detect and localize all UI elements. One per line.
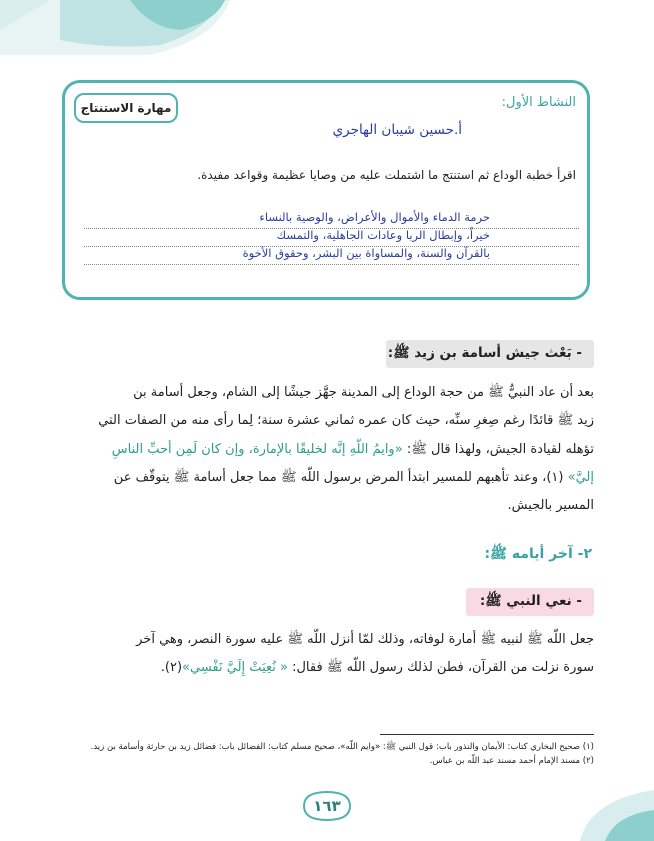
activity-instruction: اقرأ خطبة الوداع ثم استنتج ما اشتملت عليه من وصايا عظيمة وقواعد مفيدة.: [197, 168, 576, 182]
paragraph-line: بعد أن عاد النبيُّ ﷺ من حجة الوداع إلى المدينة جهَّز جيشًا إلى الشام، وجعل أسامة بن: [133, 385, 594, 400]
author-name: أ.حسين شيبان الهاجري: [332, 122, 462, 138]
answer-text: حرمة الدماء والأموال والأعراض، والوصية بالنساء: [259, 210, 490, 224]
paragraph-text: (١)، وعند تأهبهم للمسير ابتدأ المرض برسول اللّه ﷺ مما جعل أسامة ﷺ يتوقّف عن: [113, 470, 564, 485]
section-header-osama-army: - بَعْث جيش أسامة بن زيد ﷺ:: [386, 340, 594, 368]
paragraph-text: سورة نزلت من القرآن، فطن لذلك رسول اللّه ﷺ فقال:: [292, 660, 594, 675]
hadith-quote: إليَّ»: [567, 470, 594, 485]
answer-text: بالقرآن والسنة، والمساواة بين البشر، وحقوق الأخوة: [242, 246, 490, 260]
answer-text: خيراً، وإبطال الربا وعادات الجاهلية، والتمسك: [276, 228, 490, 242]
section-header-prophet-death-news: - نعي النبي ﷺ:: [466, 588, 594, 616]
page-number: ١٦٣: [313, 797, 341, 815]
subsection-header-last-days: ٢- آخر أيامه ﷺ:: [484, 546, 592, 562]
top-ornament: [0, 0, 654, 60]
hadith-quote: «وايمُ اللّهِ إنَّه لخليقًا بالإمارة، وإن كان لَمِن أحبِّ الناسِ: [111, 442, 403, 457]
corner-ornament: [560, 750, 654, 841]
paragraph-line: [60, 658, 594, 678]
activity-label: النشاط الأول:: [501, 95, 576, 110]
skill-badge: مهارة الاستنتاج: [74, 93, 178, 123]
paragraph-line: [60, 468, 594, 488]
hadith-quote: « نُعِيَتْ إِلَيَّ نَفْسِي»: [182, 660, 288, 675]
paragraph-text: تؤهله لقيادة الجيش، ولهذا قال ﷺ:: [406, 442, 594, 457]
paragraph-line: جعل اللّه ﷺ لنبيه ﷺ أمارة لوفاته، وذلك لمّا أنزل اللّه ﷺ عليه سورة النصر، وهي آخر: [136, 632, 594, 647]
footnote: (٢) مسند الإمام أحمد مسند عبد اللّه بن عباس.: [429, 756, 594, 766]
paragraph-line: [60, 440, 594, 460]
footnote: (١) صحيح البخاري كتاب: الأيمان والنذور باب: قول النبي ﷺ: «وايم اللّه»، صحيح مسلم كتاب: الفضائل باب: فضائل زيد بن حارثة وأسامة بن زيد.: [90, 742, 594, 752]
footnote-rule: [380, 734, 594, 735]
answer-line: [84, 264, 579, 265]
paragraph-line: المسير بالجيش.: [507, 498, 594, 513]
paragraph-text: (٢).: [160, 660, 183, 675]
paragraph-line: زيد ﷺ قائدًا رغم صِغرِ سنِّه، حيث كان عمره ثماني عشرة سنة؛ لِما رأى منه من الصفات التي: [98, 413, 594, 428]
